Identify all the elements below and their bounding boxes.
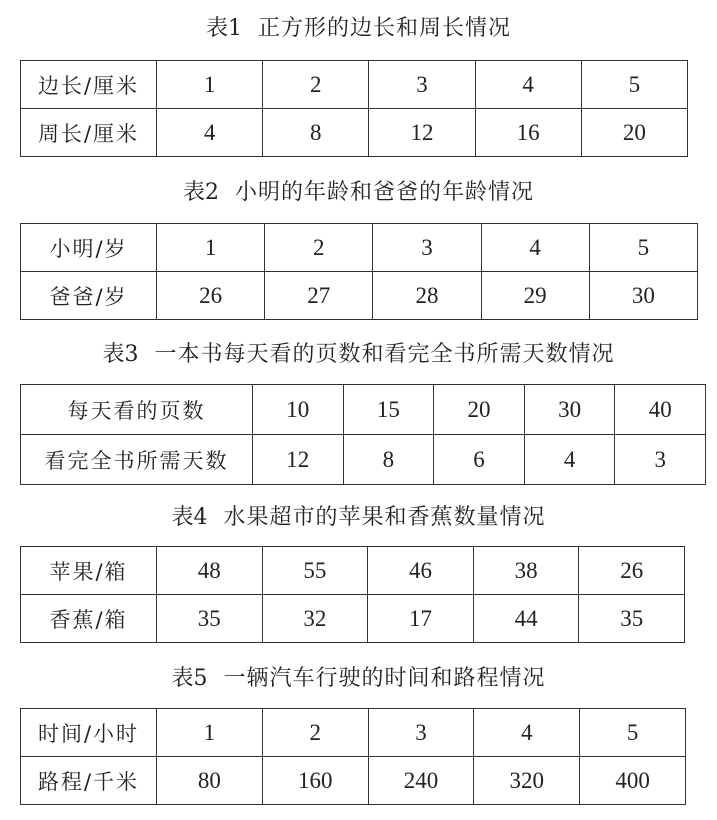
table-cell: 29	[481, 272, 589, 320]
table-cell: 2	[263, 61, 369, 109]
table-4-caption	[0, 503, 717, 533]
row-header: 边长/厘米	[21, 61, 157, 109]
table-cell: 5	[589, 224, 697, 272]
table-4-title: 水果超市的苹果和香蕉数量情况	[223, 505, 546, 530]
table-cell: 26	[157, 272, 265, 320]
table-cell: 4	[524, 435, 615, 485]
table-cell: 35	[579, 595, 685, 643]
table-cell: 4	[475, 61, 581, 109]
table-cell: 26	[579, 547, 685, 595]
table-row	[21, 547, 685, 595]
table-2-number: 表2	[182, 180, 219, 205]
table-1-caption	[0, 14, 717, 44]
table-row	[21, 385, 706, 435]
table-cell: 2	[262, 709, 368, 757]
row-header: 香蕉/箱	[21, 595, 157, 643]
table-cell: 80	[157, 757, 263, 805]
table-cell: 400	[580, 757, 686, 805]
row-header: 周长/厘米	[21, 109, 157, 157]
table-1-title: 正方形的边长和周长情况	[257, 16, 511, 41]
table-cell: 320	[474, 757, 580, 805]
row-header: 路程/千米	[21, 757, 157, 805]
table-2	[20, 223, 698, 320]
table-cell: 3	[373, 224, 481, 272]
table-cell: 12	[369, 109, 475, 157]
table-3-caption	[0, 340, 717, 370]
table-cell: 5	[580, 709, 686, 757]
table-cell: 1	[157, 224, 265, 272]
row-header: 每天看的页数	[21, 385, 253, 435]
table-3	[20, 384, 706, 485]
table-2-title: 小明的年龄和爸爸的年龄情况	[234, 180, 534, 205]
table-cell: 32	[262, 595, 368, 643]
table-cell: 12	[253, 435, 344, 485]
table-row	[21, 61, 688, 109]
table-1	[20, 60, 688, 157]
table-cell: 20	[581, 109, 687, 157]
table-cell: 38	[473, 547, 579, 595]
row-header: 看完全书所需天数	[21, 435, 253, 485]
table-cell: 2	[265, 224, 373, 272]
row-header: 苹果/箱	[21, 547, 157, 595]
table-5	[20, 708, 686, 805]
table-row	[21, 109, 688, 157]
table-1-number: 表1	[205, 16, 242, 41]
table-cell: 30	[589, 272, 697, 320]
table-cell: 1	[157, 709, 263, 757]
table-row	[21, 595, 685, 643]
table-5-caption	[0, 664, 717, 694]
table-row	[21, 224, 698, 272]
table-row	[21, 435, 706, 485]
table-cell: 4	[481, 224, 589, 272]
table-cell: 4	[474, 709, 580, 757]
table-3-number: 表3	[102, 342, 139, 367]
table-5-title: 一辆汽车行驶的时间和路程情况	[223, 666, 546, 691]
table-cell: 8	[343, 435, 434, 485]
table-cell: 20	[434, 385, 525, 435]
table-cell: 4	[157, 109, 263, 157]
table-row	[21, 709, 686, 757]
table-cell: 1	[157, 61, 263, 109]
table-cell: 46	[368, 547, 474, 595]
table-cell: 3	[368, 709, 474, 757]
table-cell: 48	[157, 547, 263, 595]
table-4-number: 表4	[171, 505, 208, 530]
table-row	[21, 757, 686, 805]
table-cell: 8	[263, 109, 369, 157]
table-2-caption	[0, 178, 717, 208]
table-4	[20, 546, 685, 643]
table-cell: 10	[253, 385, 344, 435]
row-header: 小明/岁	[21, 224, 157, 272]
table-cell: 40	[615, 385, 706, 435]
table-3-title: 一本书每天看的页数和看完全书所需天数情况	[154, 342, 615, 367]
table-cell: 3	[369, 61, 475, 109]
table-cell: 160	[262, 757, 368, 805]
table-cell: 17	[368, 595, 474, 643]
table-cell: 55	[262, 547, 368, 595]
row-header: 爸爸/岁	[21, 272, 157, 320]
table-cell: 44	[473, 595, 579, 643]
table-cell: 35	[157, 595, 263, 643]
table-cell: 27	[265, 272, 373, 320]
table-cell: 16	[475, 109, 581, 157]
table-cell: 240	[368, 757, 474, 805]
table-cell: 15	[343, 385, 434, 435]
table-cell: 28	[373, 272, 481, 320]
table-row	[21, 272, 698, 320]
table-cell: 6	[434, 435, 525, 485]
table-5-number: 表5	[171, 666, 208, 691]
table-cell: 30	[524, 385, 615, 435]
table-cell: 3	[615, 435, 706, 485]
table-cell: 5	[581, 61, 687, 109]
row-header: 时间/小时	[21, 709, 157, 757]
